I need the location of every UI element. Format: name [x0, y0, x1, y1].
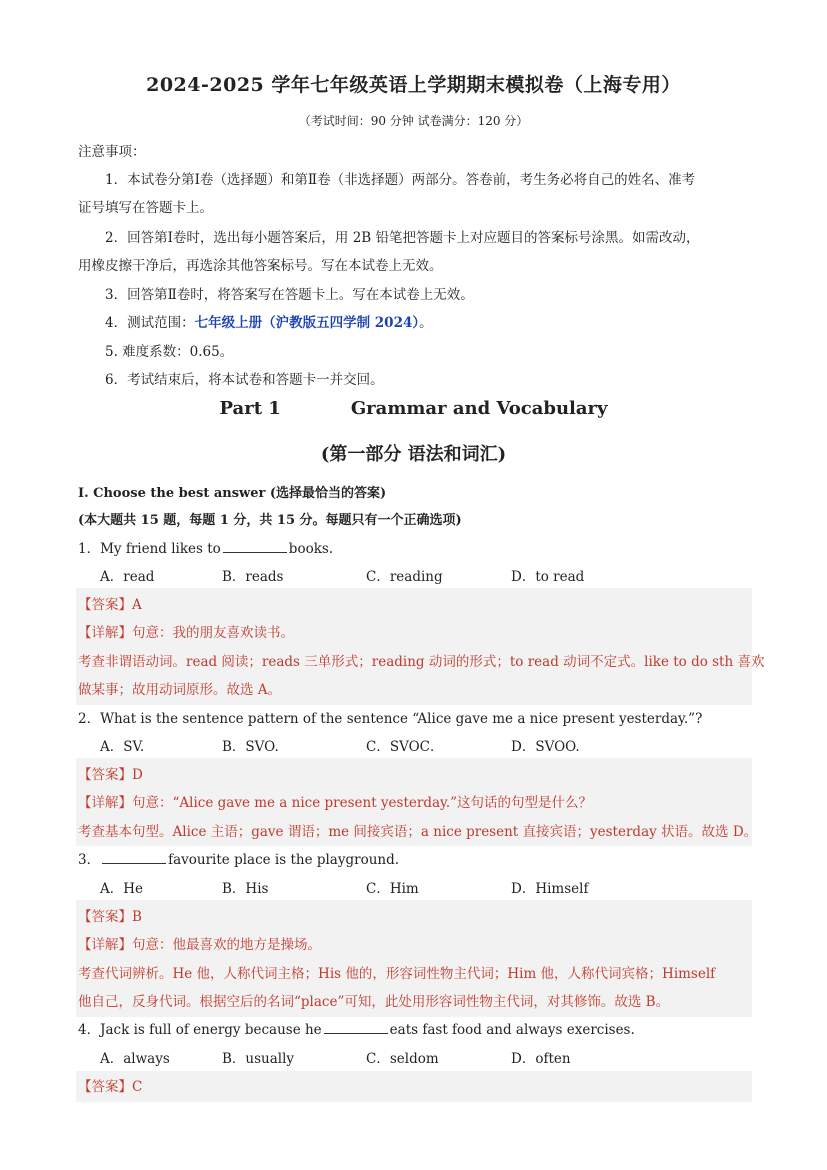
q3-option-d: D．Himself: [511, 881, 589, 897]
q3-detail: 【详解】句意：他最喜欢的地方是操场。: [78, 937, 321, 953]
q2-answer: 【答案】D: [78, 767, 143, 783]
note-1b: 证号填写在答题卡上。: [78, 200, 213, 216]
note-1a: 1．本试卷分第Ⅰ卷（选择题）和第Ⅱ卷（非选择题）两部分。答卷前，考生务必将自己的姓名、准考: [105, 172, 696, 188]
q4-option-a: A．always: [100, 1051, 170, 1067]
q2-option-c: C．SVOC．: [366, 739, 444, 755]
q1-explanation-2: 做某事；故用动词原形。故选 A。: [78, 682, 282, 698]
notes-heading: 注意事项：: [78, 144, 146, 160]
note-3: 3．回答第Ⅱ卷时，将答案写在答题卡上。写在本试卷上无效。: [105, 287, 474, 303]
q1-option-a: A．read: [100, 569, 155, 585]
question-1-text-end: books.: [288, 541, 334, 557]
q1-explanation-1: 考查非谓语动词。read 阅读；reads 三单形式；reading 动词的形式；to read 动词不定式。like to do sth 喜欢: [78, 654, 765, 670]
part-cn-heading: (第一部分 语法和词汇): [320, 444, 507, 465]
q4-option-c: C．seldom: [366, 1051, 439, 1067]
answer-blank: [324, 1021, 388, 1034]
answer-blank: [223, 540, 287, 553]
question-3-text: 3．: [78, 852, 101, 868]
q3-explanation-2: 他自己，反身代词。根据空后的名词“place”可知，此处用形容词性物主代词，对其修饰。故选 B。: [78, 994, 670, 1010]
exam-info: （考试时间：90 分钟 试卷满分：120 分）: [298, 114, 529, 128]
q4-answer-box: [76, 1071, 752, 1102]
note-6: 6．考试结束后，将本试卷和答题卡一并交回。: [105, 372, 384, 388]
q2-option-a: A．SV.: [100, 739, 145, 755]
note-5: 5. 难度系数：0.65。: [105, 344, 234, 360]
note-2a: 2．回答第Ⅰ卷时，选出每小题答案后，用 2B 铅笔把答题卡上对应题目的答案标号涂黑。如需改动，: [105, 230, 700, 246]
q1-detail: 【详解】句意：我的朋友喜欢读书。: [78, 625, 294, 641]
note-4-prefix: 4．测试范围：: [105, 315, 195, 331]
q2-explanation-1: 考查基本句型。Alice 主语；gave 谓语；me 间接宾语；a nice present 直接宾语；yesterday 状语。故选 D。: [78, 824, 758, 840]
q4-answer: 【答案】C: [78, 1079, 143, 1095]
question-2: 2．What is the sentence pattern of the sentence “Alice gave me a nice present yesterday.”?: [78, 711, 703, 727]
q1-option-b: B．reads: [222, 569, 284, 585]
question-4-text-end: eats fast food and always exercises.: [389, 1022, 635, 1038]
question-4: [78, 1018, 635, 1038]
question-1-text: 1．My friend likes to: [78, 541, 221, 557]
q2-option-d: D．SVOO.: [511, 739, 580, 755]
page-title: 2024-2025 学年七年级英语上学期期末模拟卷（上海专用）: [146, 74, 681, 96]
question-3-text-end: favourite place is the playground.: [168, 852, 400, 868]
q3-explanation-1: 考查代词辨析。He 他，人称代词主格；His 他的，形容词性物主代词；Him 他，人称代词宾格；Himself: [78, 966, 716, 982]
question-3: [78, 848, 399, 868]
section-title: I. Choose the best answer (选择最恰当的答案): [78, 486, 387, 501]
q4-option-d: D．often: [511, 1051, 571, 1067]
part-heading: [0, 398, 827, 419]
q2-option-b: B．SVO.: [222, 739, 279, 755]
note-4-suffix: 。: [419, 315, 433, 331]
answer-blank: [102, 851, 166, 864]
test-range: 七年级上册（沪教版五四学制 2024）: [194, 315, 420, 331]
q3-option-a: A．He: [100, 881, 144, 897]
q1-answer: 【答案】A: [78, 597, 142, 613]
q1-option-d: D．to read: [511, 569, 585, 585]
q1-option-c: C．reading: [366, 569, 443, 585]
q3-option-c: C．Him: [366, 881, 419, 897]
part-label: Part 1: [219, 398, 281, 419]
q4-option-b: B．usually: [222, 1051, 295, 1067]
q2-detail: 【详解】句意：“Alice gave me a nice present yesterday.”这句话的句型是什么？: [78, 795, 593, 811]
question-4-text: 4．Jack is full of energy because he: [78, 1022, 322, 1038]
note-4: [105, 311, 433, 331]
q3-option-b: B．His: [222, 881, 269, 897]
section-rule: (本大题共 15 题，每题 1 分，共 15 分。每题只有一个正确选项): [78, 513, 462, 528]
part-name: Grammar and Vocabulary: [350, 398, 608, 419]
question-1: [78, 537, 333, 557]
q3-answer: 【答案】B: [78, 909, 142, 925]
note-2b: 用橡皮擦干净后，再选涂其他答案标号。写在本试卷上无效。: [78, 258, 443, 274]
